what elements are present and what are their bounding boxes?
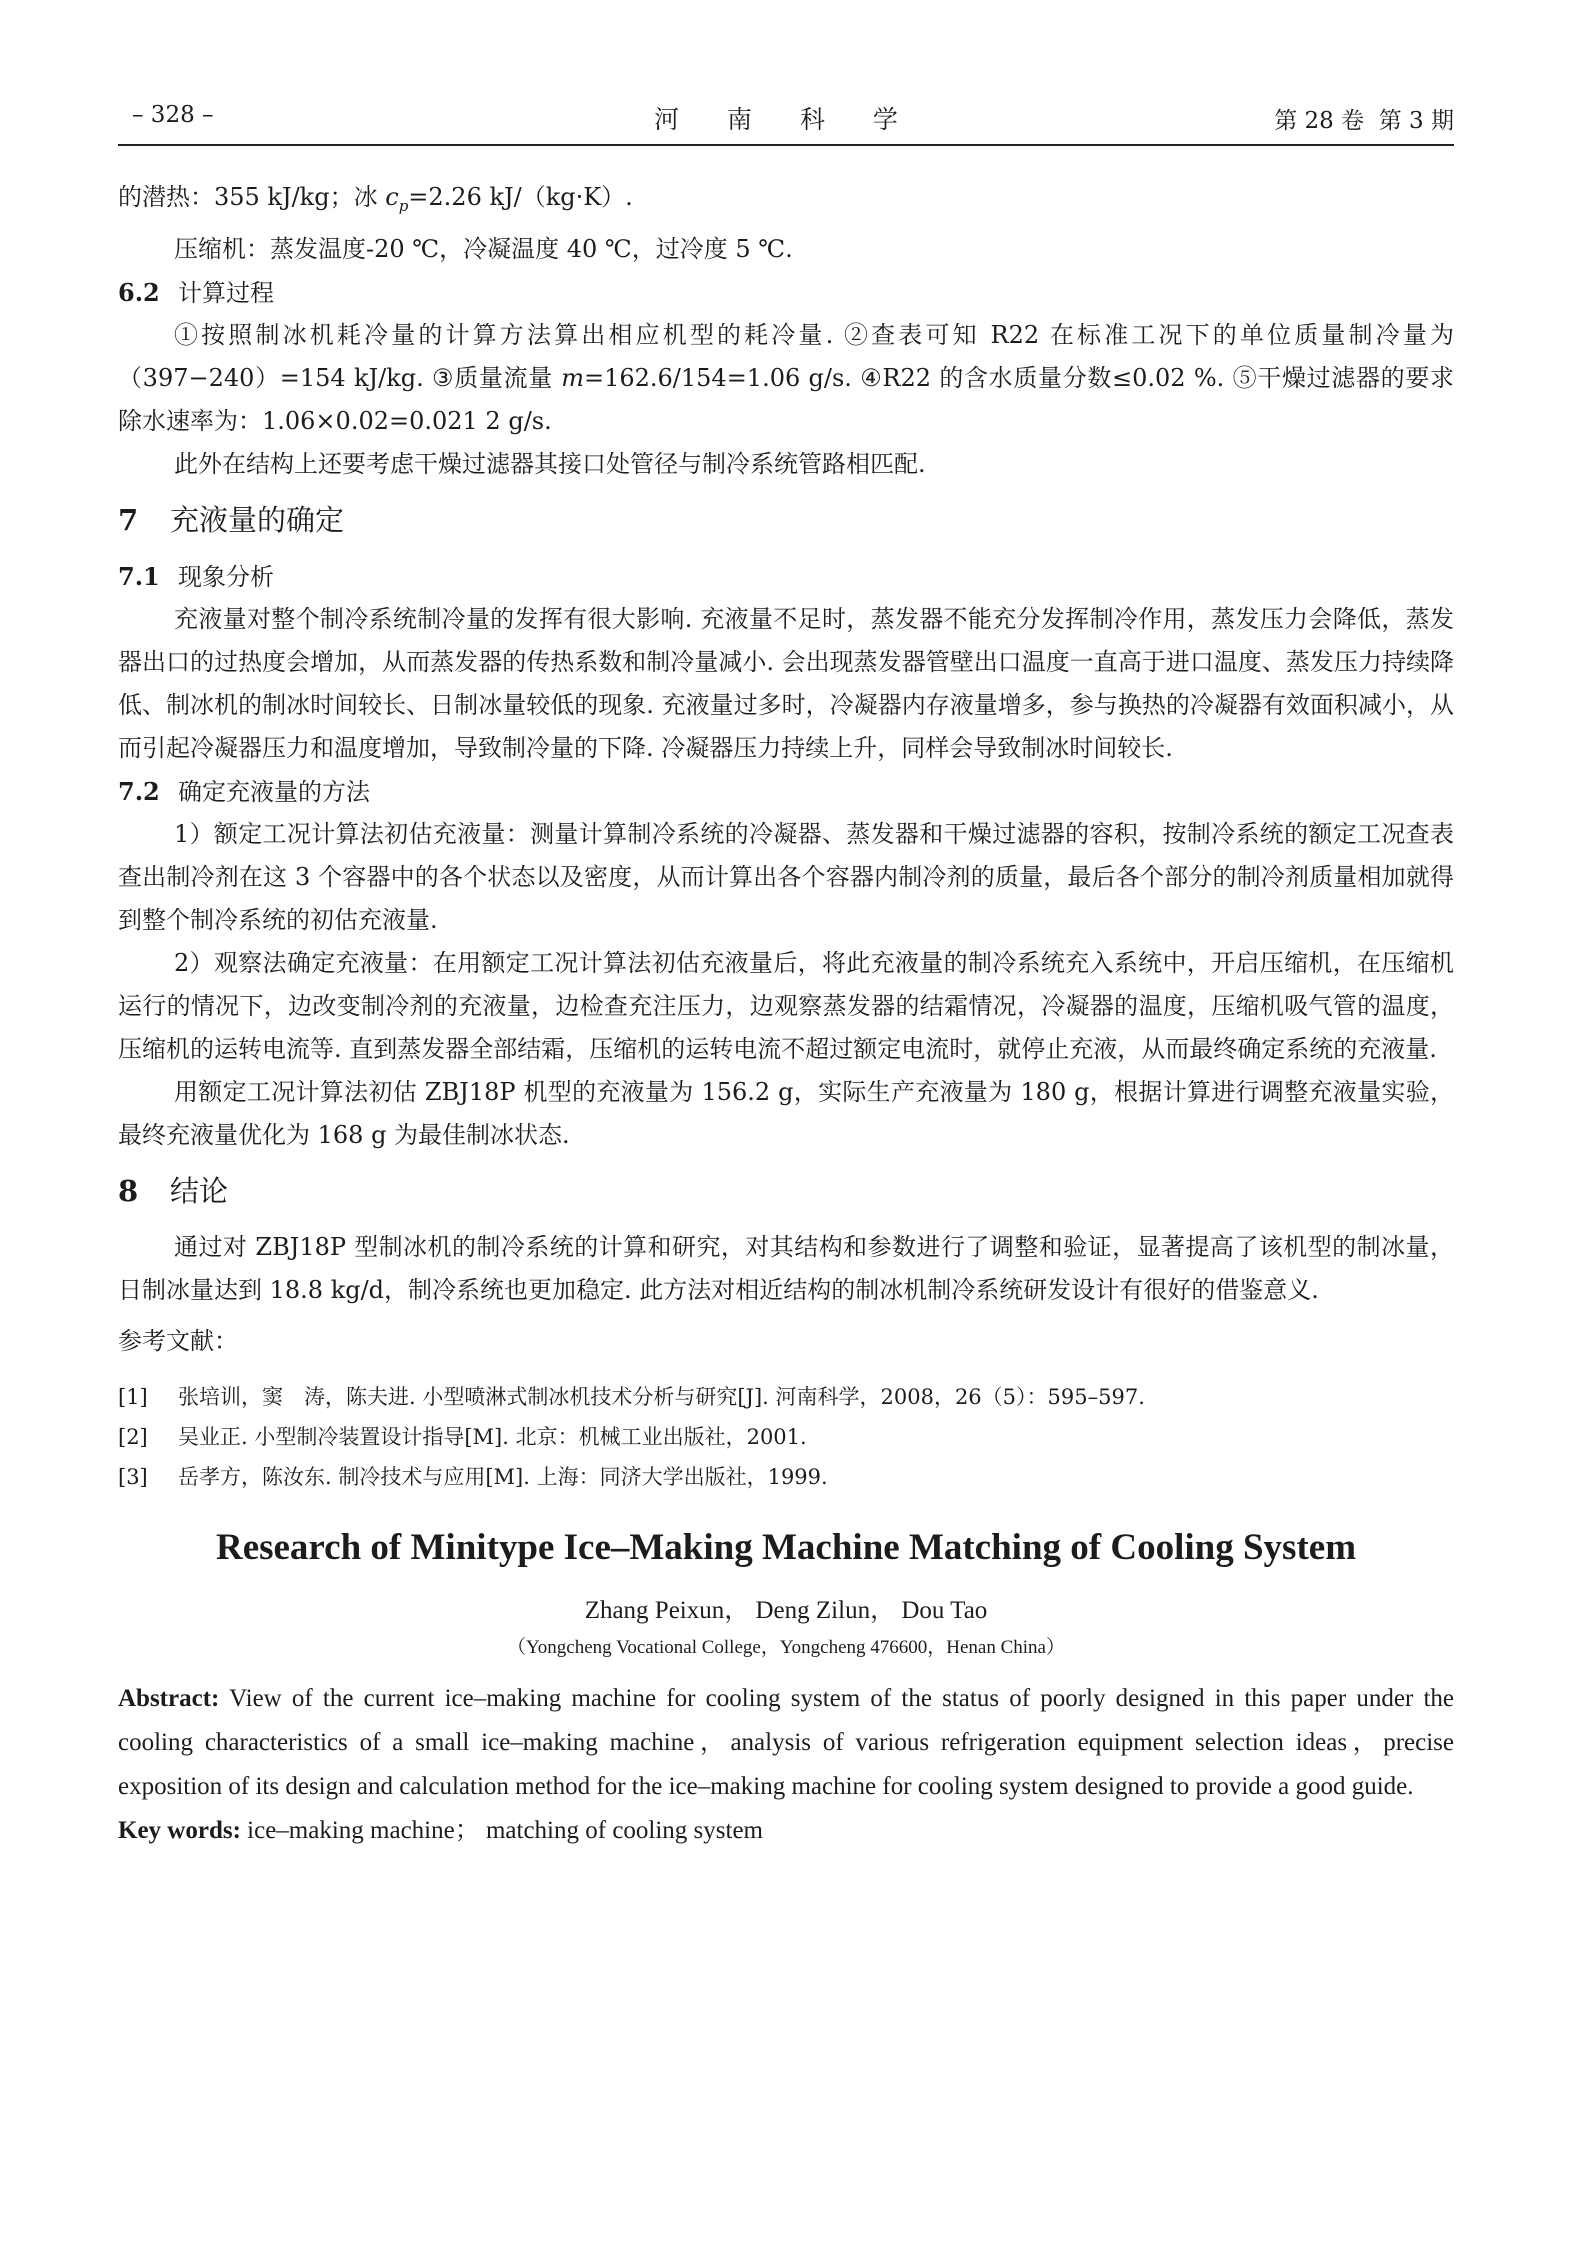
section-title: 确定充液量的方法	[178, 777, 370, 806]
section-heading-7-2	[118, 770, 1454, 813]
reference-text: 吴业正. 小型制冷装置设计指导[M]. 北京：机械工业出版社，2001.	[178, 1424, 807, 1449]
reference-item	[118, 1457, 1454, 1497]
compressor-line: 压缩机：蒸发温度-20 ℃，冷凝温度 40 ℃，过冷度 5 ℃.	[174, 234, 793, 263]
english-abstract	[118, 1677, 1454, 1809]
section-number: 7	[118, 502, 139, 537]
reference-list	[118, 1377, 1454, 1497]
symbol-m: m	[561, 363, 584, 392]
english-affiliation: （Yongcheng Vocational College，Yongcheng 476600，Henan China）	[506, 1636, 1065, 1658]
section-title: 结论	[170, 1173, 229, 1208]
text-run: 的潜热：355 kJ/kg；冰	[118, 183, 386, 211]
section-heading-7	[118, 499, 1454, 542]
section-title: 计算过程	[178, 278, 274, 307]
section-number: 8	[118, 1173, 139, 1208]
keywords-label: Key words:	[118, 1816, 241, 1844]
paragraph-calculation-steps	[118, 314, 1454, 443]
article-body	[118, 176, 1454, 1853]
abstract-label: Abstract:	[118, 1684, 220, 1712]
reference-number: [2]	[118, 1424, 148, 1449]
section-number: 7.2	[118, 776, 160, 806]
text-run: ①按照制冰机耗冷量的计算方法算出相应机型的耗冷量. ②查表可知 R22 在标准工况下的单位质量制冷量为（397−240）=154 kJ/kg. ③质量流量	[118, 320, 1454, 392]
volume-issue: 第 28 卷 第 3 期	[1274, 108, 1454, 134]
section-title: 充液量的确定	[170, 502, 345, 537]
text-run: =2.26 kJ/（kg·K）.	[408, 183, 633, 211]
english-title: Research of Minitype Ice–Making Machine Matching of Cooling System	[215, 1526, 1357, 1568]
paragraph-rated-condition-method: 1）额定工况计算法初估充液量：测量计算制冷系统的冷凝器、蒸发器和干燥过滤器的容积，按制冷系统的额定工况查表查出制冷剂在这 3 个容器中的各个状态以及密度，从而计算出各个容器内制冷剂的质量，最后各个部分的制冷剂质量相加就得到整个制冷系统的初估充液量.	[118, 819, 1454, 934]
section-title: 现象分析	[178, 562, 274, 591]
latent-heat-line	[118, 176, 1454, 228]
reference-number: [1]	[118, 1384, 148, 1409]
section-heading-7-1	[118, 555, 1454, 598]
section-number: 6.2	[118, 277, 160, 307]
page-number: – 328 –	[132, 102, 214, 128]
keywords-text: ice–making machine； matching of cooling system	[240, 1816, 764, 1844]
references-title: 参考文献：	[118, 1326, 238, 1355]
reference-text: 张培训，窦 涛，陈夫进. 小型喷淋式制冰机技术分析与研究[J]. 河南科学，2008，26（5）：595–597.	[178, 1384, 1145, 1409]
english-keywords	[118, 1809, 1454, 1853]
section-number: 7.1	[118, 561, 160, 591]
english-authors: Zhang Peixun， Deng Zilun， Dou Tao	[584, 1596, 988, 1624]
running-header	[118, 100, 1454, 146]
paragraph-filter-interface: 此外在结构上还要考虑干燥过滤器其接口处管径与制冷系统管路相匹配.	[174, 449, 926, 478]
journal-name: 河 南 科 学	[654, 105, 918, 134]
reference-text: 岳孝方，陈汝东. 制冷技术与应用[M]. 上海：同济大学出版社，1999.	[178, 1464, 828, 1489]
section-heading-8	[118, 1170, 1454, 1213]
reference-item	[118, 1377, 1454, 1417]
section-heading-6-2	[118, 271, 1454, 314]
paragraph-observation-method: 2）观察法确定充液量：在用额定工况计算法初估充液量后，将此充液量的制冷系统充入系统中，开启压缩机，在压缩机运行的情况下，边改变制冷剂的充液量，边检查充注压力，边观察蒸发器的结霜情况，冷凝器的温度，压缩机吸气管的温度，压缩机的运转电流等. 直到蒸发器全部结霜，压缩机的运转电流不超过额定电流时，就停止充液，从而最终确定系统的充液量.	[118, 948, 1454, 1063]
reference-item	[118, 1417, 1454, 1457]
symbol-c: c	[385, 183, 399, 211]
paragraph-conclusion: 通过对 ZBJ18P 型制冰机的制冷系统的计算和研究，对其结构和参数进行了调整和验证，显著提高了该机型的制冰量，日制冰量达到 18.8 kg/d，制冷系统也更加稳定. 此方法对相近结构的制冰机制冷系统研发设计有很好的借鉴意义.	[118, 1232, 1454, 1304]
reference-number: [3]	[118, 1464, 148, 1489]
paragraph-charge-result: 用额定工况计算法初估 ZBJ18P 机型的充液量为 156.2 g，实际生产充液量为 180 g，根据计算进行调整充液量实验，最终充液量优化为 168 g 为最佳制冰状态.	[118, 1077, 1454, 1149]
text-run: =162.6/154=1.06 g/s. ④R22 的含水质量分数≤0.02 %. ⑤干燥过滤器的要求除水速率为：1.06×0.02=0.021 2 g/s.	[118, 363, 1454, 435]
subscript-p: p	[398, 196, 409, 215]
abstract-text: View of the current ice–making machine for cooling system of the status of poorly designed in this paper under the cooling characteristics of a small ice–making machine，analysis of various refrigeration equipment selection ideas，precise exposition of its design and calculation method for the ice–making machine for cooling system designed to provide a good guide.	[118, 1684, 1454, 1800]
paragraph-phenomenon-analysis: 充液量对整个制冷系统制冷量的发挥有很大影响. 充液量不足时，蒸发器不能充分发挥制冷作用，蒸发压力会降低，蒸发器出口的过热度会增加，从而蒸发器的传热系数和制冷量减小. 会出现蒸发器管壁出口温度一直高于进口温度、蒸发压力持续降低、制冰机的制冰时间较长、日制冰量较低的现象. 充液量过多时，冷凝器内存液量增多，参与换热的冷凝器有效面积减小，从而引起冷凝器压力和温度增加，导致制冷量的下降. 冷凝器压力持续上升，同样会导致制冰时间较长.	[118, 604, 1454, 762]
